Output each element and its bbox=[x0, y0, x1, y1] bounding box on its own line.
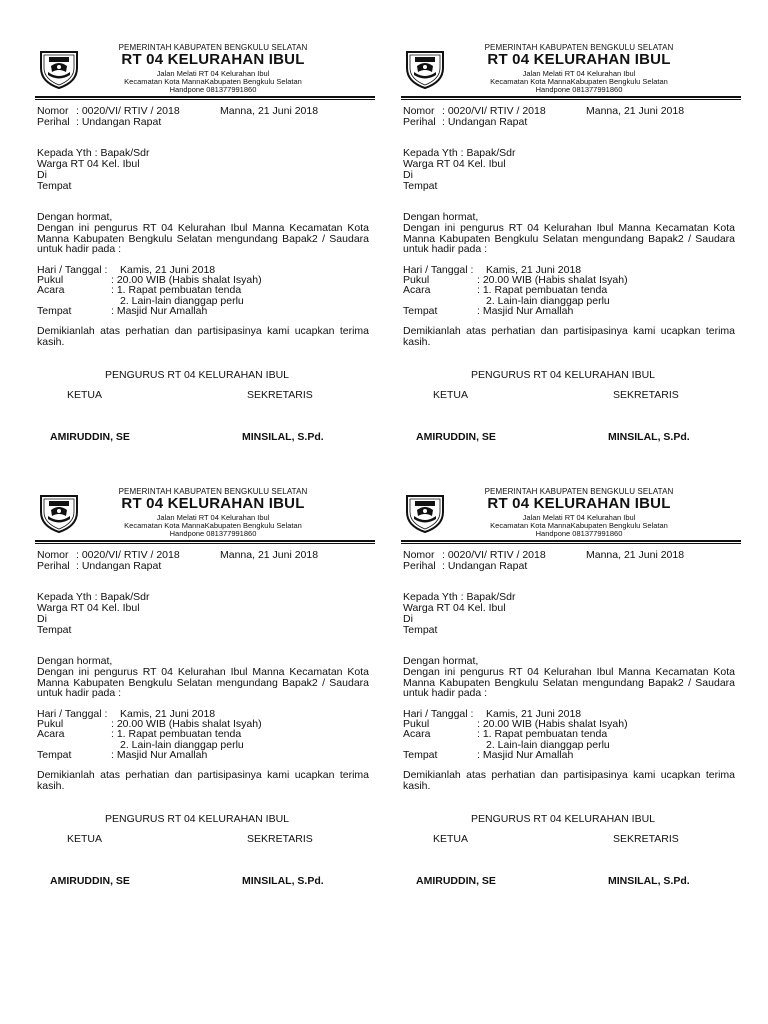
tempat-value: : Masjid Nur Amallah bbox=[111, 305, 208, 317]
sekretaris-label: SEKRETARIS bbox=[247, 389, 313, 401]
letter-date: Manna, 21 Juni 2018 bbox=[220, 549, 319, 561]
acara-item-2: 2. Lain-lain dianggap perlu bbox=[120, 295, 244, 307]
acara-item-1: : 1. Rapat pembuatan tenda bbox=[111, 284, 242, 296]
letterhead-address: Jalan Melati RT 04 Kelurahan Ibul bbox=[522, 513, 636, 522]
crest-logo-icon bbox=[37, 490, 81, 534]
acara-item-2: 2. Lain-lain dianggap perlu bbox=[486, 295, 610, 307]
closing-text: Demikianlah atas perhatian dan partisipasinya kami ucapkan terima kasih. bbox=[37, 769, 369, 792]
invitation-letter bbox=[401, 40, 741, 460]
letterhead-phone: Handpone 081377991860 bbox=[169, 529, 257, 538]
recipient-di: Di bbox=[37, 169, 47, 181]
pukul-label: Pukul bbox=[37, 274, 64, 286]
perihal-label: Perihal bbox=[403, 116, 436, 128]
recipient-group: Warga RT 04 Kel. Ibul bbox=[37, 602, 140, 614]
nomor-value: : 0020/VI/ RTIV / 2018 bbox=[442, 105, 546, 117]
sekretaris-label: SEKRETARIS bbox=[247, 833, 313, 845]
tempat-label: Tempat bbox=[37, 749, 72, 761]
perihal-label: Perihal bbox=[37, 116, 70, 128]
recipient-place: Tempat bbox=[403, 180, 438, 192]
letterhead-divider bbox=[401, 540, 741, 542]
letter-body: Dengan ini pengurus RT 04 Kelurahan Ibul Manna Kecamatan Kota Manna Kabupaten Bengkulu Selatan mengundang Bapak2 / Saudara untuk hadir pada : bbox=[37, 222, 369, 255]
committee-name: PENGURUS RT 04 KELURAHAN IBUL bbox=[105, 813, 290, 825]
ketua-label: KETUA bbox=[433, 389, 469, 401]
letterhead-phone: Handpone 081377991860 bbox=[169, 85, 257, 94]
hari-label: Hari / Tanggal : bbox=[37, 708, 108, 720]
letterhead-address: Jalan Melati RT 04 Kelurahan Ibul bbox=[156, 69, 270, 78]
letterhead-divider-thin bbox=[401, 99, 741, 100]
greeting: Dengan hormat, bbox=[403, 655, 479, 667]
invitation-letter bbox=[35, 40, 375, 460]
tempat-label: Tempat bbox=[403, 305, 438, 317]
hari-value: Kamis, 21 Juni 2018 bbox=[486, 264, 582, 276]
recipient-group: Warga RT 04 Kel. Ibul bbox=[403, 158, 506, 170]
letterhead-divider bbox=[35, 540, 375, 542]
ketua-name: AMIRUDDIN, SE bbox=[50, 431, 130, 443]
committee-name: PENGURUS RT 04 KELURAHAN IBUL bbox=[471, 369, 656, 381]
recipient-line: Kepada Yth : Bapak/Sdr bbox=[403, 147, 516, 159]
government-name: PEMERINTAH KABUPATEN BENGKULU SELATAN bbox=[118, 487, 308, 496]
pukul-value: : 20.00 WIB (Habis shalat Isyah) bbox=[111, 718, 262, 730]
committee-name: PENGURUS RT 04 KELURAHAN IBUL bbox=[105, 369, 290, 381]
pukul-label: Pukul bbox=[403, 718, 430, 730]
ketua-label: KETUA bbox=[433, 833, 469, 845]
sekretaris-name: MINSILAL, S.Pd. bbox=[242, 875, 324, 887]
letterhead-address: Jalan Melati RT 04 Kelurahan Ibul bbox=[522, 69, 636, 78]
greeting: Dengan hormat, bbox=[403, 211, 479, 223]
invitation-letter bbox=[401, 484, 741, 904]
letterhead-divider-thin bbox=[35, 543, 375, 544]
letterhead-divider-thin bbox=[35, 99, 375, 100]
closing-text: Demikianlah atas perhatian dan partisipasinya kami ucapkan terima kasih. bbox=[403, 769, 735, 792]
acara-item-1: : 1. Rapat pembuatan tenda bbox=[477, 728, 608, 740]
hari-value: Kamis, 21 Juni 2018 bbox=[120, 708, 216, 720]
perihal-value: : Undangan Rapat bbox=[76, 116, 162, 128]
ketua-name: AMIRUDDIN, SE bbox=[416, 431, 496, 443]
nomor-value: : 0020/VI/ RTIV / 2018 bbox=[442, 549, 546, 561]
recipient-place: Tempat bbox=[403, 624, 438, 636]
tempat-label: Tempat bbox=[37, 305, 72, 317]
recipient-place: Tempat bbox=[37, 624, 72, 636]
perihal-value: : Undangan Rapat bbox=[442, 116, 528, 128]
recipient-line: Kepada Yth : Bapak/Sdr bbox=[37, 147, 150, 159]
nomor-label: Nomor bbox=[403, 549, 435, 561]
letter-body: Dengan ini pengurus RT 04 Kelurahan Ibul Manna Kecamatan Kota Manna Kabupaten Bengkulu Selatan mengundang Bapak2 / Saudara untuk hadir pada : bbox=[37, 666, 369, 699]
invitation-letter bbox=[35, 484, 375, 904]
acara-item-1: : 1. Rapat pembuatan tenda bbox=[111, 728, 242, 740]
acara-label: Acara bbox=[403, 284, 431, 296]
sekretaris-label: SEKRETARIS bbox=[613, 833, 679, 845]
ketua-name: AMIRUDDIN, SE bbox=[416, 875, 496, 887]
letterhead-title: RT 04 KELURAHAN IBUL bbox=[121, 495, 305, 512]
closing-text: Demikianlah atas perhatian dan partisipasinya kami ucapkan terima kasih. bbox=[37, 325, 369, 348]
sekretaris-name: MINSILAL, S.Pd. bbox=[242, 431, 324, 443]
crest-logo-icon bbox=[403, 490, 447, 534]
acara-label: Acara bbox=[37, 284, 65, 296]
acara-item-1: : 1. Rapat pembuatan tenda bbox=[477, 284, 608, 296]
greeting: Dengan hormat, bbox=[37, 211, 113, 223]
pukul-value: : 20.00 WIB (Habis shalat Isyah) bbox=[477, 718, 628, 730]
recipient-di: Di bbox=[403, 169, 413, 181]
letterhead-district: Kecamatan Kota MannaKabupaten Bengkulu Selatan bbox=[124, 521, 302, 530]
pukul-value: : 20.00 WIB (Habis shalat Isyah) bbox=[477, 274, 628, 286]
hari-label: Hari / Tanggal : bbox=[403, 264, 474, 276]
recipient-di: Di bbox=[403, 613, 413, 625]
perihal-value: : Undangan Rapat bbox=[442, 560, 528, 572]
recipient-group: Warga RT 04 Kel. Ibul bbox=[403, 602, 506, 614]
letter-date: Manna, 21 Juni 2018 bbox=[586, 549, 685, 561]
pukul-label: Pukul bbox=[37, 718, 64, 730]
sekretaris-label: SEKRETARIS bbox=[613, 389, 679, 401]
recipient-place: Tempat bbox=[37, 180, 72, 192]
recipient-line: Kepada Yth : Bapak/Sdr bbox=[403, 591, 516, 603]
recipient-di: Di bbox=[37, 613, 47, 625]
letterhead-phone: Handpone 081377991860 bbox=[535, 85, 623, 94]
sekretaris-name: MINSILAL, S.Pd. bbox=[608, 431, 690, 443]
letterhead-divider bbox=[401, 96, 741, 98]
tempat-value: : Masjid Nur Amallah bbox=[477, 749, 574, 761]
acara-item-2: 2. Lain-lain dianggap perlu bbox=[120, 739, 244, 751]
letterhead-title: RT 04 KELURAHAN IBUL bbox=[487, 495, 671, 512]
letter-body: Dengan ini pengurus RT 04 Kelurahan Ibul Manna Kecamatan Kota Manna Kabupaten Bengkulu Selatan mengundang Bapak2 / Saudara untuk hadir pada : bbox=[403, 666, 735, 699]
tempat-label: Tempat bbox=[403, 749, 438, 761]
nomor-value: : 0020/VI/ RTIV / 2018 bbox=[76, 105, 180, 117]
recipient-group: Warga RT 04 Kel. Ibul bbox=[37, 158, 140, 170]
tempat-value: : Masjid Nur Amallah bbox=[477, 305, 574, 317]
ketua-name: AMIRUDDIN, SE bbox=[50, 875, 130, 887]
hari-label: Hari / Tanggal : bbox=[403, 708, 474, 720]
crest-logo-icon bbox=[403, 46, 447, 90]
perihal-value: : Undangan Rapat bbox=[76, 560, 162, 572]
letterhead-district: Kecamatan Kota MannaKabupaten Bengkulu Selatan bbox=[124, 77, 302, 86]
letterhead-title: RT 04 KELURAHAN IBUL bbox=[487, 51, 671, 68]
hari-label: Hari / Tanggal : bbox=[37, 264, 108, 276]
government-name: PEMERINTAH KABUPATEN BENGKULU SELATAN bbox=[484, 43, 674, 52]
perihal-label: Perihal bbox=[403, 560, 436, 572]
nomor-label: Nomor bbox=[403, 105, 435, 117]
letterhead-address: Jalan Melati RT 04 Kelurahan Ibul bbox=[156, 513, 270, 522]
letterhead-district: Kecamatan Kota MannaKabupaten Bengkulu Selatan bbox=[490, 521, 668, 530]
tempat-value: : Masjid Nur Amallah bbox=[111, 749, 208, 761]
ketua-label: KETUA bbox=[67, 389, 103, 401]
pukul-value: : 20.00 WIB (Habis shalat Isyah) bbox=[111, 274, 262, 286]
letter-date: Manna, 21 Juni 2018 bbox=[220, 105, 319, 117]
nomor-value: : 0020/VI/ RTIV / 2018 bbox=[76, 549, 180, 561]
nomor-label: Nomor bbox=[37, 105, 69, 117]
recipient-line: Kepada Yth : Bapak/Sdr bbox=[37, 591, 150, 603]
hari-value: Kamis, 21 Juni 2018 bbox=[486, 708, 582, 720]
ketua-label: KETUA bbox=[67, 833, 103, 845]
letterhead-phone: Handpone 081377991860 bbox=[535, 529, 623, 538]
perihal-label: Perihal bbox=[37, 560, 70, 572]
committee-name: PENGURUS RT 04 KELURAHAN IBUL bbox=[471, 813, 656, 825]
government-name: PEMERINTAH KABUPATEN BENGKULU SELATAN bbox=[484, 487, 674, 496]
letter-body: Dengan ini pengurus RT 04 Kelurahan Ibul Manna Kecamatan Kota Manna Kabupaten Bengkulu Selatan mengundang Bapak2 / Saudara untuk hadir pada : bbox=[403, 222, 735, 255]
letterhead-district: Kecamatan Kota MannaKabupaten Bengkulu Selatan bbox=[490, 77, 668, 86]
hari-value: Kamis, 21 Juni 2018 bbox=[120, 264, 216, 276]
crest-logo-icon bbox=[37, 46, 81, 90]
acara-label: Acara bbox=[403, 728, 431, 740]
closing-text: Demikianlah atas perhatian dan partisipasinya kami ucapkan terima kasih. bbox=[403, 325, 735, 348]
letterhead-divider-thin bbox=[401, 543, 741, 544]
acara-item-2: 2. Lain-lain dianggap perlu bbox=[486, 739, 610, 751]
sekretaris-name: MINSILAL, S.Pd. bbox=[608, 875, 690, 887]
letterhead-title: RT 04 KELURAHAN IBUL bbox=[121, 51, 305, 68]
pukul-label: Pukul bbox=[403, 274, 430, 286]
government-name: PEMERINTAH KABUPATEN BENGKULU SELATAN bbox=[118, 43, 308, 52]
acara-label: Acara bbox=[37, 728, 65, 740]
letter-date: Manna, 21 Juni 2018 bbox=[586, 105, 685, 117]
nomor-label: Nomor bbox=[37, 549, 69, 561]
letterhead-divider bbox=[35, 96, 375, 98]
greeting: Dengan hormat, bbox=[37, 655, 113, 667]
